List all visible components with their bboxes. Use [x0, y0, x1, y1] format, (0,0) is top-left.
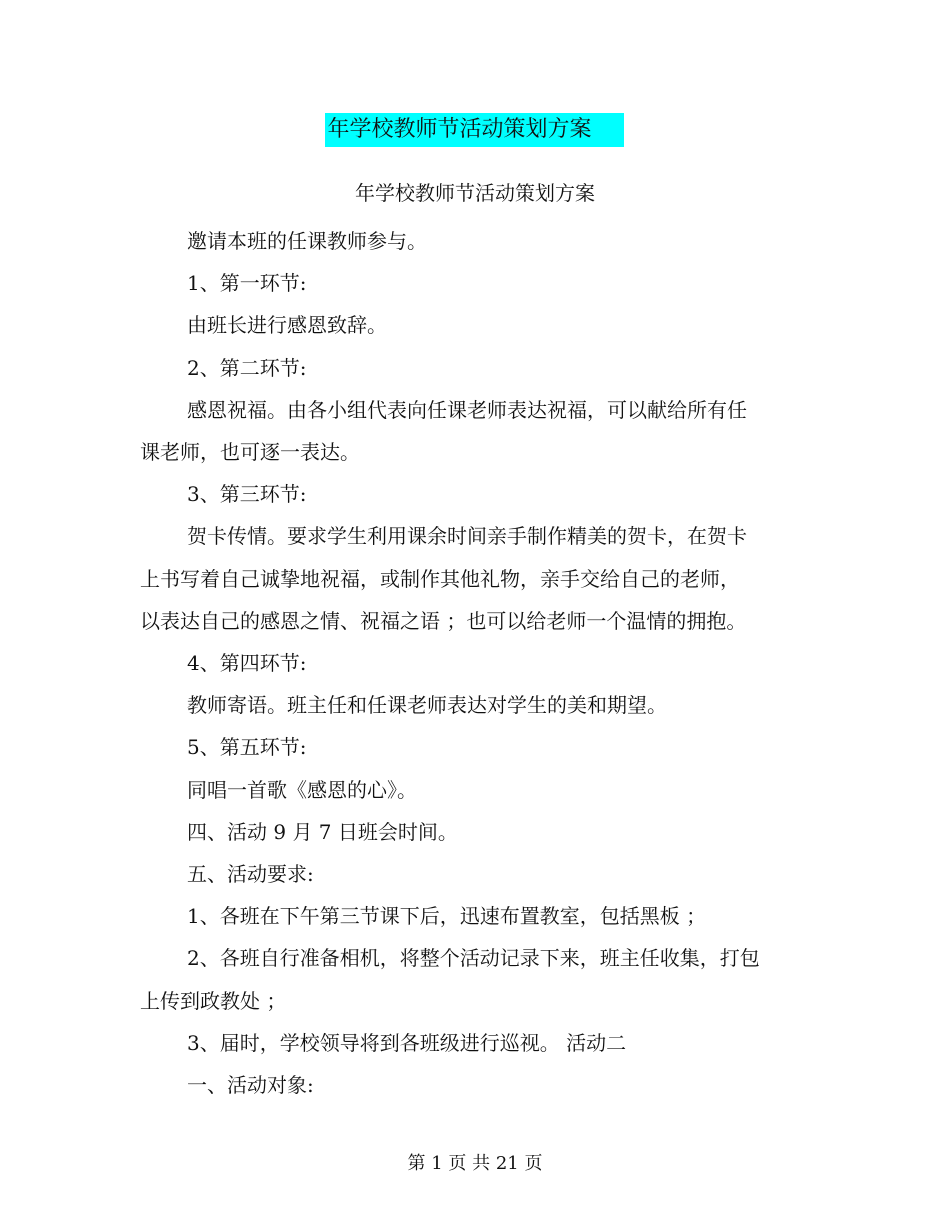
paragraph-line: 5、第五环节: [187, 735, 307, 760]
paragraph-line: 2、各班自行准备相机，将整个活动记录下来，班主任收集，打包 [187, 946, 760, 971]
paragraph-line: 贺卡传情。要求学生利用课余时间亲手制作精美的贺卡，在贺卡 [187, 524, 747, 549]
paragraph-line: 上传到政教处 ； [140, 988, 287, 1013]
paragraph-line: 4、第四环节: [187, 651, 307, 676]
document-title: 年学校教师节活动策划方案 [325, 113, 623, 147]
page-number: 第 1 页 共 21 页 [407, 1153, 543, 1174]
page-footer [0, 1150, 950, 1178]
paragraph-line: 以表达自己的感恩之情、祝福之语 ；也可以给老师一个温情的拥抱。 [140, 608, 747, 633]
paragraph-line: 3、第三环节: [187, 482, 307, 507]
paragraph-line: 3、届时，学校领导将到各班级进行巡视。 活动二 [187, 1030, 627, 1055]
paragraph-line: 1、第一环节: [187, 271, 307, 296]
paragraph-line: 上书写着自己诚挚地祝福，或制作其他礼物，亲手交给自己的老师， [140, 566, 740, 591]
paragraph-line: 2、第二环节: [187, 355, 307, 380]
title-container [0, 113, 950, 147]
paragraph-line: 五、活动要求: [187, 862, 314, 887]
paragraph-line: 1、各班在下午第三节课下后，迅速布置教室，包括黑板 ； [187, 904, 707, 929]
document-body [140, 220, 770, 1106]
paragraph-line: 邀请本班的任课教师参与。 [187, 229, 427, 253]
paragraph-line: 一、活动对象: [187, 1073, 314, 1098]
document-subtitle: 年学校教师节活动策划方案 [355, 181, 595, 205]
paragraph-line: 由班长进行感恩致辞。 [187, 313, 387, 338]
paragraph-line: 感恩祝福。由各小组代表向任课老师表达祝福，可以献给所有任 [187, 397, 747, 422]
paragraph-line: 课老师，也可逐一表达。 [140, 440, 360, 465]
paragraph-line: 同唱一首歌《感恩的心》。 [187, 777, 417, 802]
paragraph-line: 教师寄语。班主任和任课老师表达对学生的美和期望。 [187, 693, 667, 718]
paragraph-line: 四、活动 9 月 7 日班会时间。 [187, 819, 458, 844]
